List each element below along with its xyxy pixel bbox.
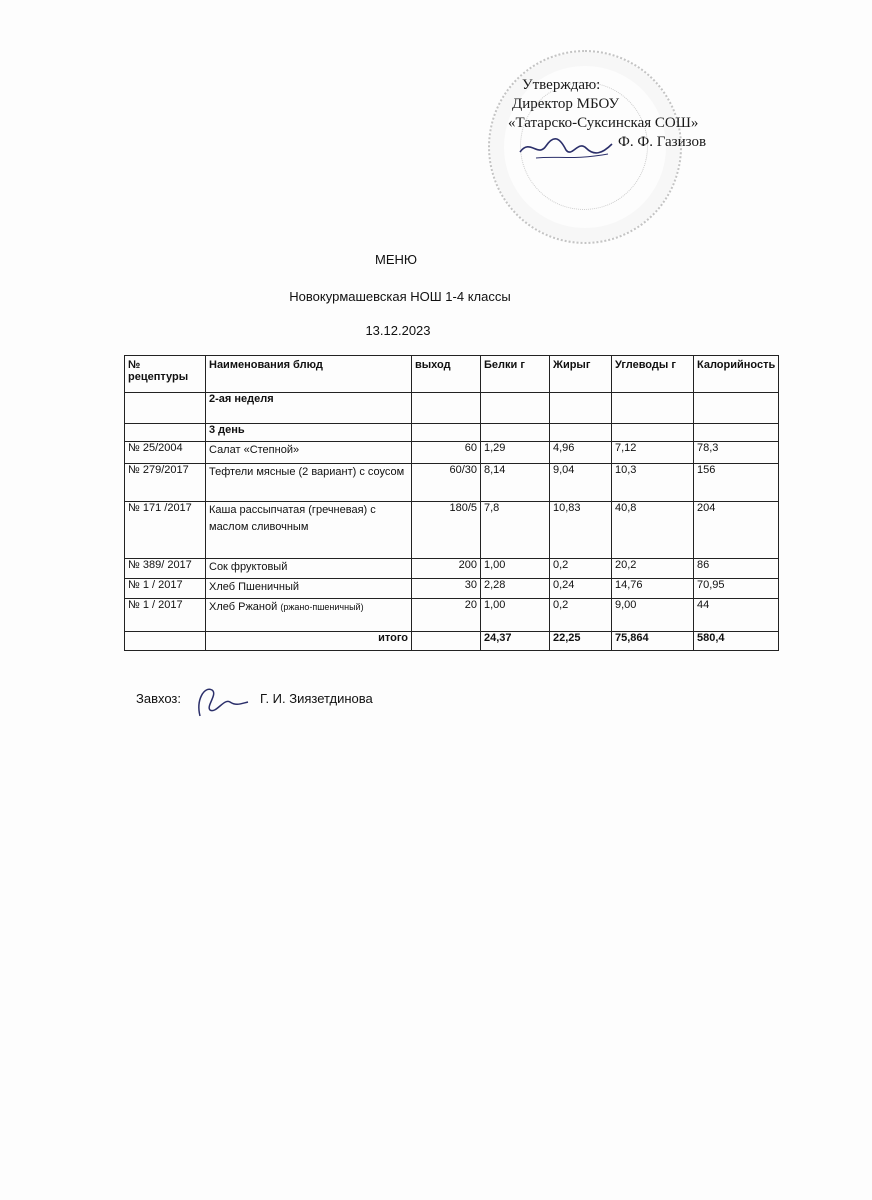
day-row bbox=[125, 424, 779, 442]
dish-fats: 4,96 bbox=[550, 442, 612, 464]
table-row bbox=[125, 464, 779, 502]
document-title: МЕНЮ bbox=[374, 252, 418, 267]
dish-calories: 78,3 bbox=[694, 442, 779, 464]
approval-block bbox=[508, 76, 768, 152]
header-fats: Жирыг bbox=[550, 356, 612, 393]
dish-output: 60 bbox=[412, 442, 481, 464]
total-fats: 22,25 bbox=[550, 632, 612, 651]
dish-proteins: 1,00 bbox=[481, 559, 550, 579]
recipe-number: № 389/ 2017 bbox=[125, 559, 206, 579]
dish-fats: 0,24 bbox=[550, 579, 612, 599]
footer-name: Г. И. Зиязетдинова bbox=[260, 691, 373, 706]
dish-proteins: 1,00 bbox=[481, 599, 550, 632]
approval-line-approve: Утверждаю: bbox=[522, 77, 601, 93]
dish-name: Тефтели мясные (2 вариант) с соусом bbox=[206, 464, 412, 502]
header-output: выход bbox=[412, 356, 481, 393]
dish-output: 200 bbox=[412, 559, 481, 579]
week-label: 2-ая неделя bbox=[206, 393, 412, 424]
dish-name-text: Хлеб Ржаной bbox=[209, 601, 278, 613]
total-carbs: 75,864 bbox=[612, 632, 694, 651]
dish-output: 20 bbox=[412, 599, 481, 632]
dish-name-note: (ржано-пшеничный) bbox=[280, 602, 364, 612]
menu-date: 13.12.2023 bbox=[365, 323, 431, 338]
table-row bbox=[125, 579, 779, 599]
menu-table bbox=[124, 355, 779, 651]
header-recipe: № рецептуры bbox=[125, 356, 206, 393]
header-carbs: Углеводы г bbox=[612, 356, 694, 393]
table-row bbox=[125, 599, 779, 632]
dish-calories: 204 bbox=[694, 502, 779, 559]
table-row bbox=[125, 502, 779, 559]
table-header-row bbox=[125, 356, 779, 393]
dish-proteins: 1,29 bbox=[481, 442, 550, 464]
recipe-number: № 1 / 2017 bbox=[125, 579, 206, 599]
header-dish-name: Наименования блюд bbox=[206, 356, 412, 393]
approval-line-director-name: Ф. Ф. Газизов bbox=[618, 134, 707, 150]
dish-name: Сок фруктовый bbox=[206, 559, 412, 579]
approval-line-position: Директор МБОУ bbox=[512, 96, 620, 112]
dish-calories: 44 bbox=[694, 599, 779, 632]
dish-output: 180/5 bbox=[412, 502, 481, 559]
dish-calories: 70,95 bbox=[694, 579, 779, 599]
dish-carbs: 9,00 bbox=[612, 599, 694, 632]
table-row bbox=[125, 442, 779, 464]
header-calories: Калорийность bbox=[694, 356, 779, 393]
dish-carbs: 40,8 bbox=[612, 502, 694, 559]
recipe-number: № 171 /2017 bbox=[125, 502, 206, 559]
dish-name: Хлеб Пшеничный bbox=[206, 579, 412, 599]
total-row bbox=[125, 632, 779, 651]
approval-line-organization: «Татарско-Суксинская СОШ» bbox=[508, 115, 699, 131]
dish-carbs: 14,76 bbox=[612, 579, 694, 599]
dish-proteins: 8,14 bbox=[481, 464, 550, 502]
dish-name: Салат «Степной» bbox=[206, 442, 412, 464]
total-label: итого bbox=[206, 632, 412, 651]
dish-proteins: 7,8 bbox=[481, 502, 550, 559]
dish-carbs: 20,2 bbox=[612, 559, 694, 579]
dish-fats: 0,2 bbox=[550, 559, 612, 579]
day-label: 3 день bbox=[206, 424, 412, 442]
dish-name bbox=[206, 599, 412, 632]
dish-fats: 0,2 bbox=[550, 599, 612, 632]
footer-signature-line bbox=[136, 691, 373, 706]
table-row bbox=[125, 559, 779, 579]
dish-fats: 10,83 bbox=[550, 502, 612, 559]
recipe-number: № 1 / 2017 bbox=[125, 599, 206, 632]
total-calories: 580,4 bbox=[694, 632, 779, 651]
footer-role: Завхоз: bbox=[136, 691, 181, 706]
recipe-number: № 279/2017 bbox=[125, 464, 206, 502]
header-proteins: Белки г bbox=[481, 356, 550, 393]
dish-carbs: 7,12 bbox=[612, 442, 694, 464]
dish-calories: 156 bbox=[694, 464, 779, 502]
school-name: Новокурмашевская НОШ 1-4 классы bbox=[289, 289, 511, 304]
dish-carbs: 10,3 bbox=[612, 464, 694, 502]
dish-fats: 9,04 bbox=[550, 464, 612, 502]
week-row bbox=[125, 393, 779, 424]
storekeeper-signature-icon bbox=[190, 680, 250, 720]
dish-proteins: 2,28 bbox=[481, 579, 550, 599]
dish-name: Каша рассыпчатая (гречневая) с маслом сливочным bbox=[206, 502, 412, 559]
dish-output: 60/30 bbox=[412, 464, 481, 502]
dish-calories: 86 bbox=[694, 559, 779, 579]
recipe-number: № 25/2004 bbox=[125, 442, 206, 464]
total-proteins: 24,37 bbox=[481, 632, 550, 651]
dish-output: 30 bbox=[412, 579, 481, 599]
